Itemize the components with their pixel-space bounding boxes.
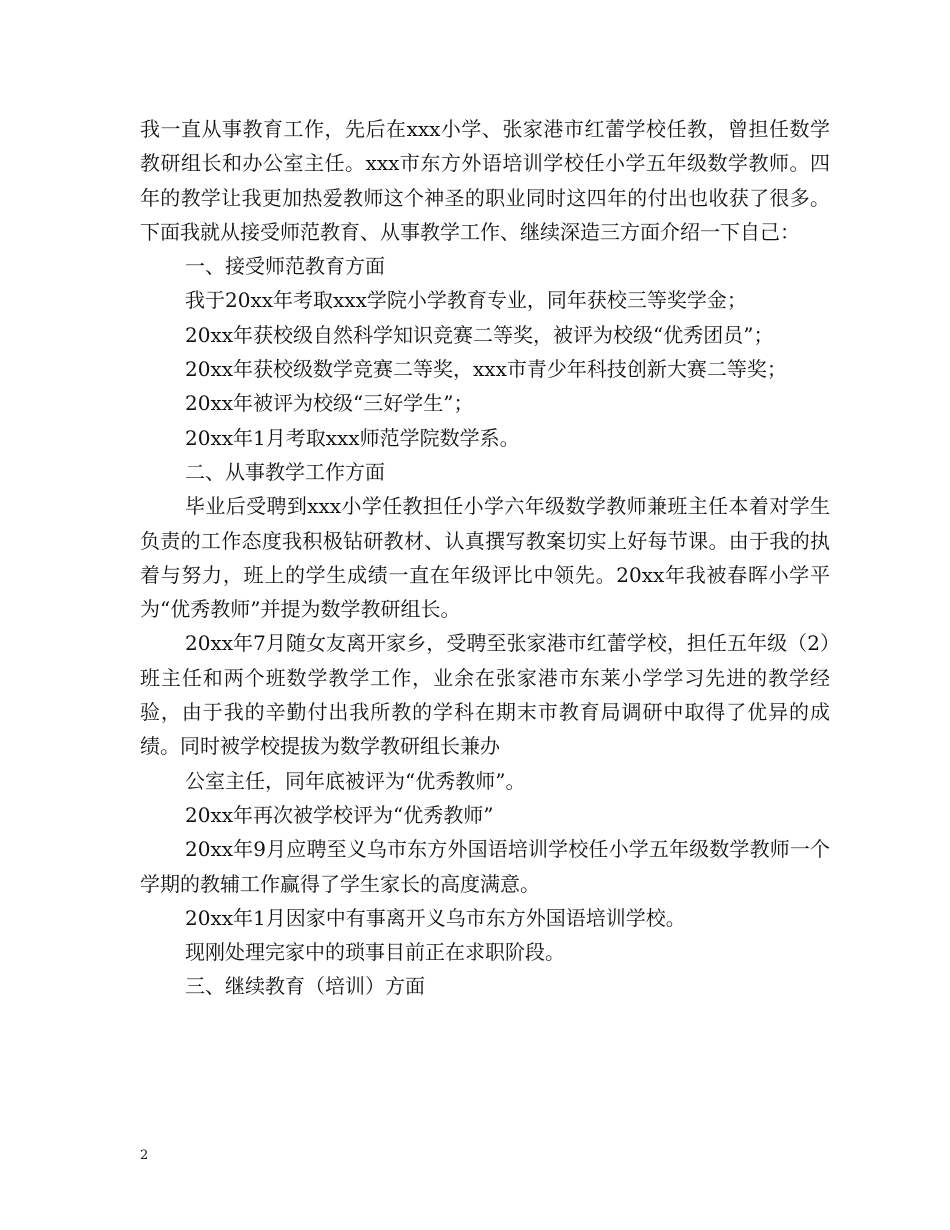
paragraph-excellent-teacher: 20xx年再次被学校评为“优秀教师” — [185, 802, 494, 827]
document-body — [140, 112, 830, 1004]
paragraph-first-job: 毕业后受聘到xxx小学任教担任小学六年级数学教师兼班主任本着对学生负责的工作态度我积极钻研教材、认真撰写教案切实上好每节课。由于我的执着与努力，班上的学生成绩一直在年级评比中领先。20xx年我被春晖小学平为“优秀教师”并提为数学教研组长。 — [140, 494, 830, 622]
paragraph-admission: 我于20xx年考取xxx学院小学教育专业，同年获校三等奖学金； — [185, 288, 747, 313]
paragraph-honglei-school: 20xx年7月随女友离开家乡，受聘至张家港市红蕾学校，担任五年级（2）班主任和两个班数学教学工作，业余在张家港市东莱小学学习先进的教学经验，由于我的辛勤付出我所教的学科在期末市教育局调研中取得了优异的成绩。同时被学校提拔为数学教研组长兼办 — [140, 631, 830, 759]
paragraph-intro: 我一直从事教育工作，先后在xxx小学、张家港市红蕾学校任教，曾担任数学教研组长和办公室主任。xxx市东方外语培训学校任小学五年级数学教师。四年的教学让我更加热爱教师这个神圣的职业同时这四年的付出也收获了很多。下面我就从接受师范教育、从事教学工作、继续深造三方面介绍一下自己： — [140, 117, 830, 244]
section-heading-teacher-education: 一、接受师范教育方面 — [185, 254, 385, 279]
paragraph-left-yiwu: 20xx年1月因家中有事离开义乌市东方外国语培训学校。 — [185, 905, 686, 930]
section-heading-teaching-work: 二、从事教学工作方面 — [185, 459, 385, 484]
paragraph-science-award: 20xx年获校级自然科学知识竞赛二等奖，被评为校级“优秀团员”； — [185, 322, 774, 347]
paragraph-job-seeking: 现刚处理完家中的琐事目前正在求职阶段。 — [185, 940, 565, 965]
paragraph-office-director: 公室主任，同年底被评为“优秀教师”。 — [185, 768, 526, 793]
section-heading-continuing-education: 三、继续教育（培训）方面 — [185, 974, 425, 999]
paragraph-math-award: 20xx年获校级数学竞赛二等奖，xxx市青少年科技创新大赛二等奖； — [185, 357, 787, 382]
paragraph-merit-student: 20xx年被评为校级“三好学生”； — [185, 391, 474, 416]
paragraph-math-department: 20xx年1月考取xxx师范学院数学系。 — [185, 425, 520, 450]
page-number: 2 — [140, 1148, 149, 1163]
paragraph-yiwu-school: 20xx年9月应聘至义乌市东方外国语培训学校任小学五年级数学教师一个学期的教辅工作赢得了学生家长的高度满意。 — [140, 837, 830, 896]
